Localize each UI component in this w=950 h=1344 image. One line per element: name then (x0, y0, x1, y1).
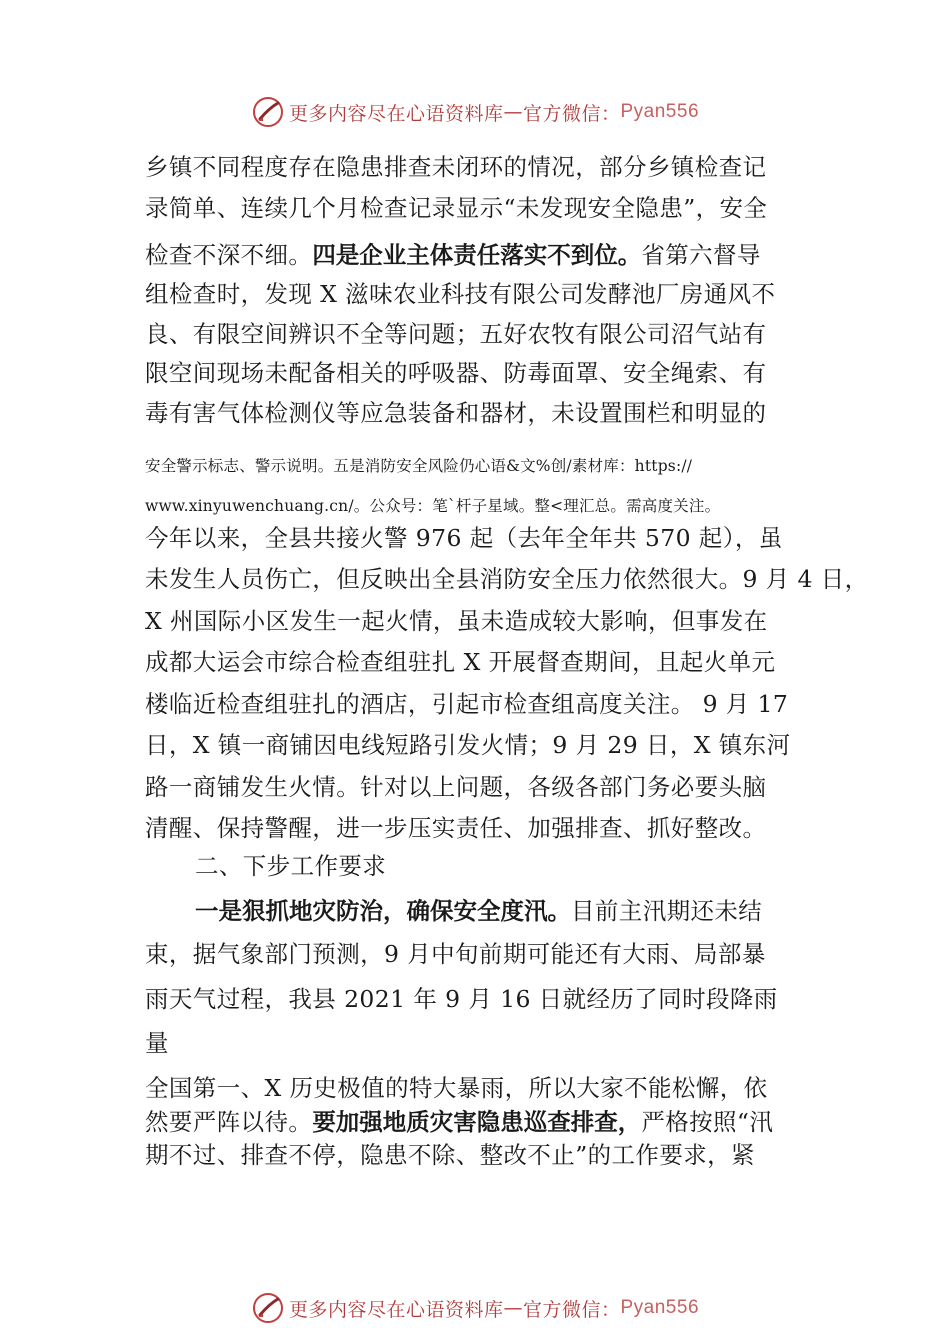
text-line-small: www.xinyuwenchuang.cn/。公众号：笔`杆子星域。整<理汇总。需高度关注。 (145, 497, 721, 515)
watermark-footer (0, 1288, 950, 1328)
text-line: 限空间现场未配备相关的呼吸器、防毒面罩、安全绳索、有 (145, 359, 767, 387)
text-line: 毒有害气体检测仪等应急装备和器材，未设置围栏和明显的 (145, 399, 767, 427)
text-line: 全国第一、X 历史极值的特大暴雨，所以大家不能松懈，依 (145, 1074, 768, 1102)
text-line-small: 安全警示标志、警示说明。五是消防安全风险仍心语&文%创/素材库：https:// (145, 457, 693, 475)
text-line: 雨天气过程，我县 2021 年 9 月 16 日就经历了同时段降雨 (145, 985, 778, 1013)
brush-logo-icon (251, 95, 285, 129)
watermark-text: 更多内容尽在心语资料库 (288, 102, 504, 125)
text-line: X 州国际小区发生一起火情，虽未造成较大影响，但事发在 (145, 607, 768, 635)
text-line: 量 (145, 1029, 169, 1057)
watermark-text: 更多内容尽在心语资料库 (288, 1298, 504, 1321)
text-line: 未发生人员伤亡，但反映出全县消防安全压力依然很大。9 月 4 日， (145, 565, 869, 593)
text-line: 一是狠抓地灾防治，确保安全度汛。目前主汛期还未结 (195, 897, 763, 925)
text-line: 日，X 镇一商铺因电线短路引发火情；9 月 29 日，X 镇东河 (145, 731, 791, 759)
section-heading: 二、下步工作要求 (195, 852, 387, 880)
text-line: 期不过、排查不停，隐患不除、整改不止”的工作要求，紧 (145, 1141, 755, 1169)
text-line: 楼临近检查组驻扎的酒店，引起市检查组高度关注。 9 月 17 (145, 690, 789, 718)
bold-heading: 要加强地质灾害隐患巡查排查， (312, 1108, 642, 1136)
watermark-label: 官方微信： (522, 1298, 621, 1321)
text-line: 成都大运会市综合检查组驻扎 X 开展督查期间，且起火单元 (145, 648, 776, 676)
watermark-header (0, 92, 950, 132)
watermark-label: 官方微信： (522, 102, 621, 125)
bold-heading: 四是企业主体责任落实不到位。 (312, 241, 642, 269)
text-line: 组检查时，发现 X 滋味农业科技有限公司发酵池厂房通风不 (145, 280, 776, 308)
text-line: 乡镇不同程度存在隐患排查未闭环的情况，部分乡镇检查记 (145, 153, 767, 181)
text-line: 良、有限空间辨识不全等问题；五好农牧有限公司沼气站有 (145, 320, 767, 348)
text-line: 束，据气象部门预测，9 月中旬前期可能还有大雨、局部暴 (145, 940, 766, 968)
bold-heading: 一是狠抓地灾防治，确保安全度汛。 (195, 897, 571, 925)
watermark-id: Pyan556 (620, 1297, 700, 1318)
text-line: 录简单、连续几个月检查记录显示“未发现安全隐患”，安全 (145, 194, 768, 222)
text-line: 检查不深不细。四是企业主体责任落实不到位。省第六督导 (145, 241, 761, 269)
text-line: 清醒、保持警醒，进一步压实责任、加强排查、抓好整改。 (145, 814, 767, 842)
watermark-id: Pyan556 (620, 101, 700, 122)
watermark-separator: — (503, 1297, 523, 1319)
watermark-separator: — (503, 101, 523, 123)
text-line: 然要严阵以待。要加强地质灾害隐患巡查排查，严格按照“汛 (145, 1108, 774, 1136)
text-line: 路一商铺发生火情。针对以上问题，各级各部门务必要头脑 (145, 773, 767, 801)
text-line: 今年以来，全县共接火警 976 起（去年全年共 570 起），虽 (145, 524, 783, 552)
brush-logo-icon (251, 1291, 285, 1325)
